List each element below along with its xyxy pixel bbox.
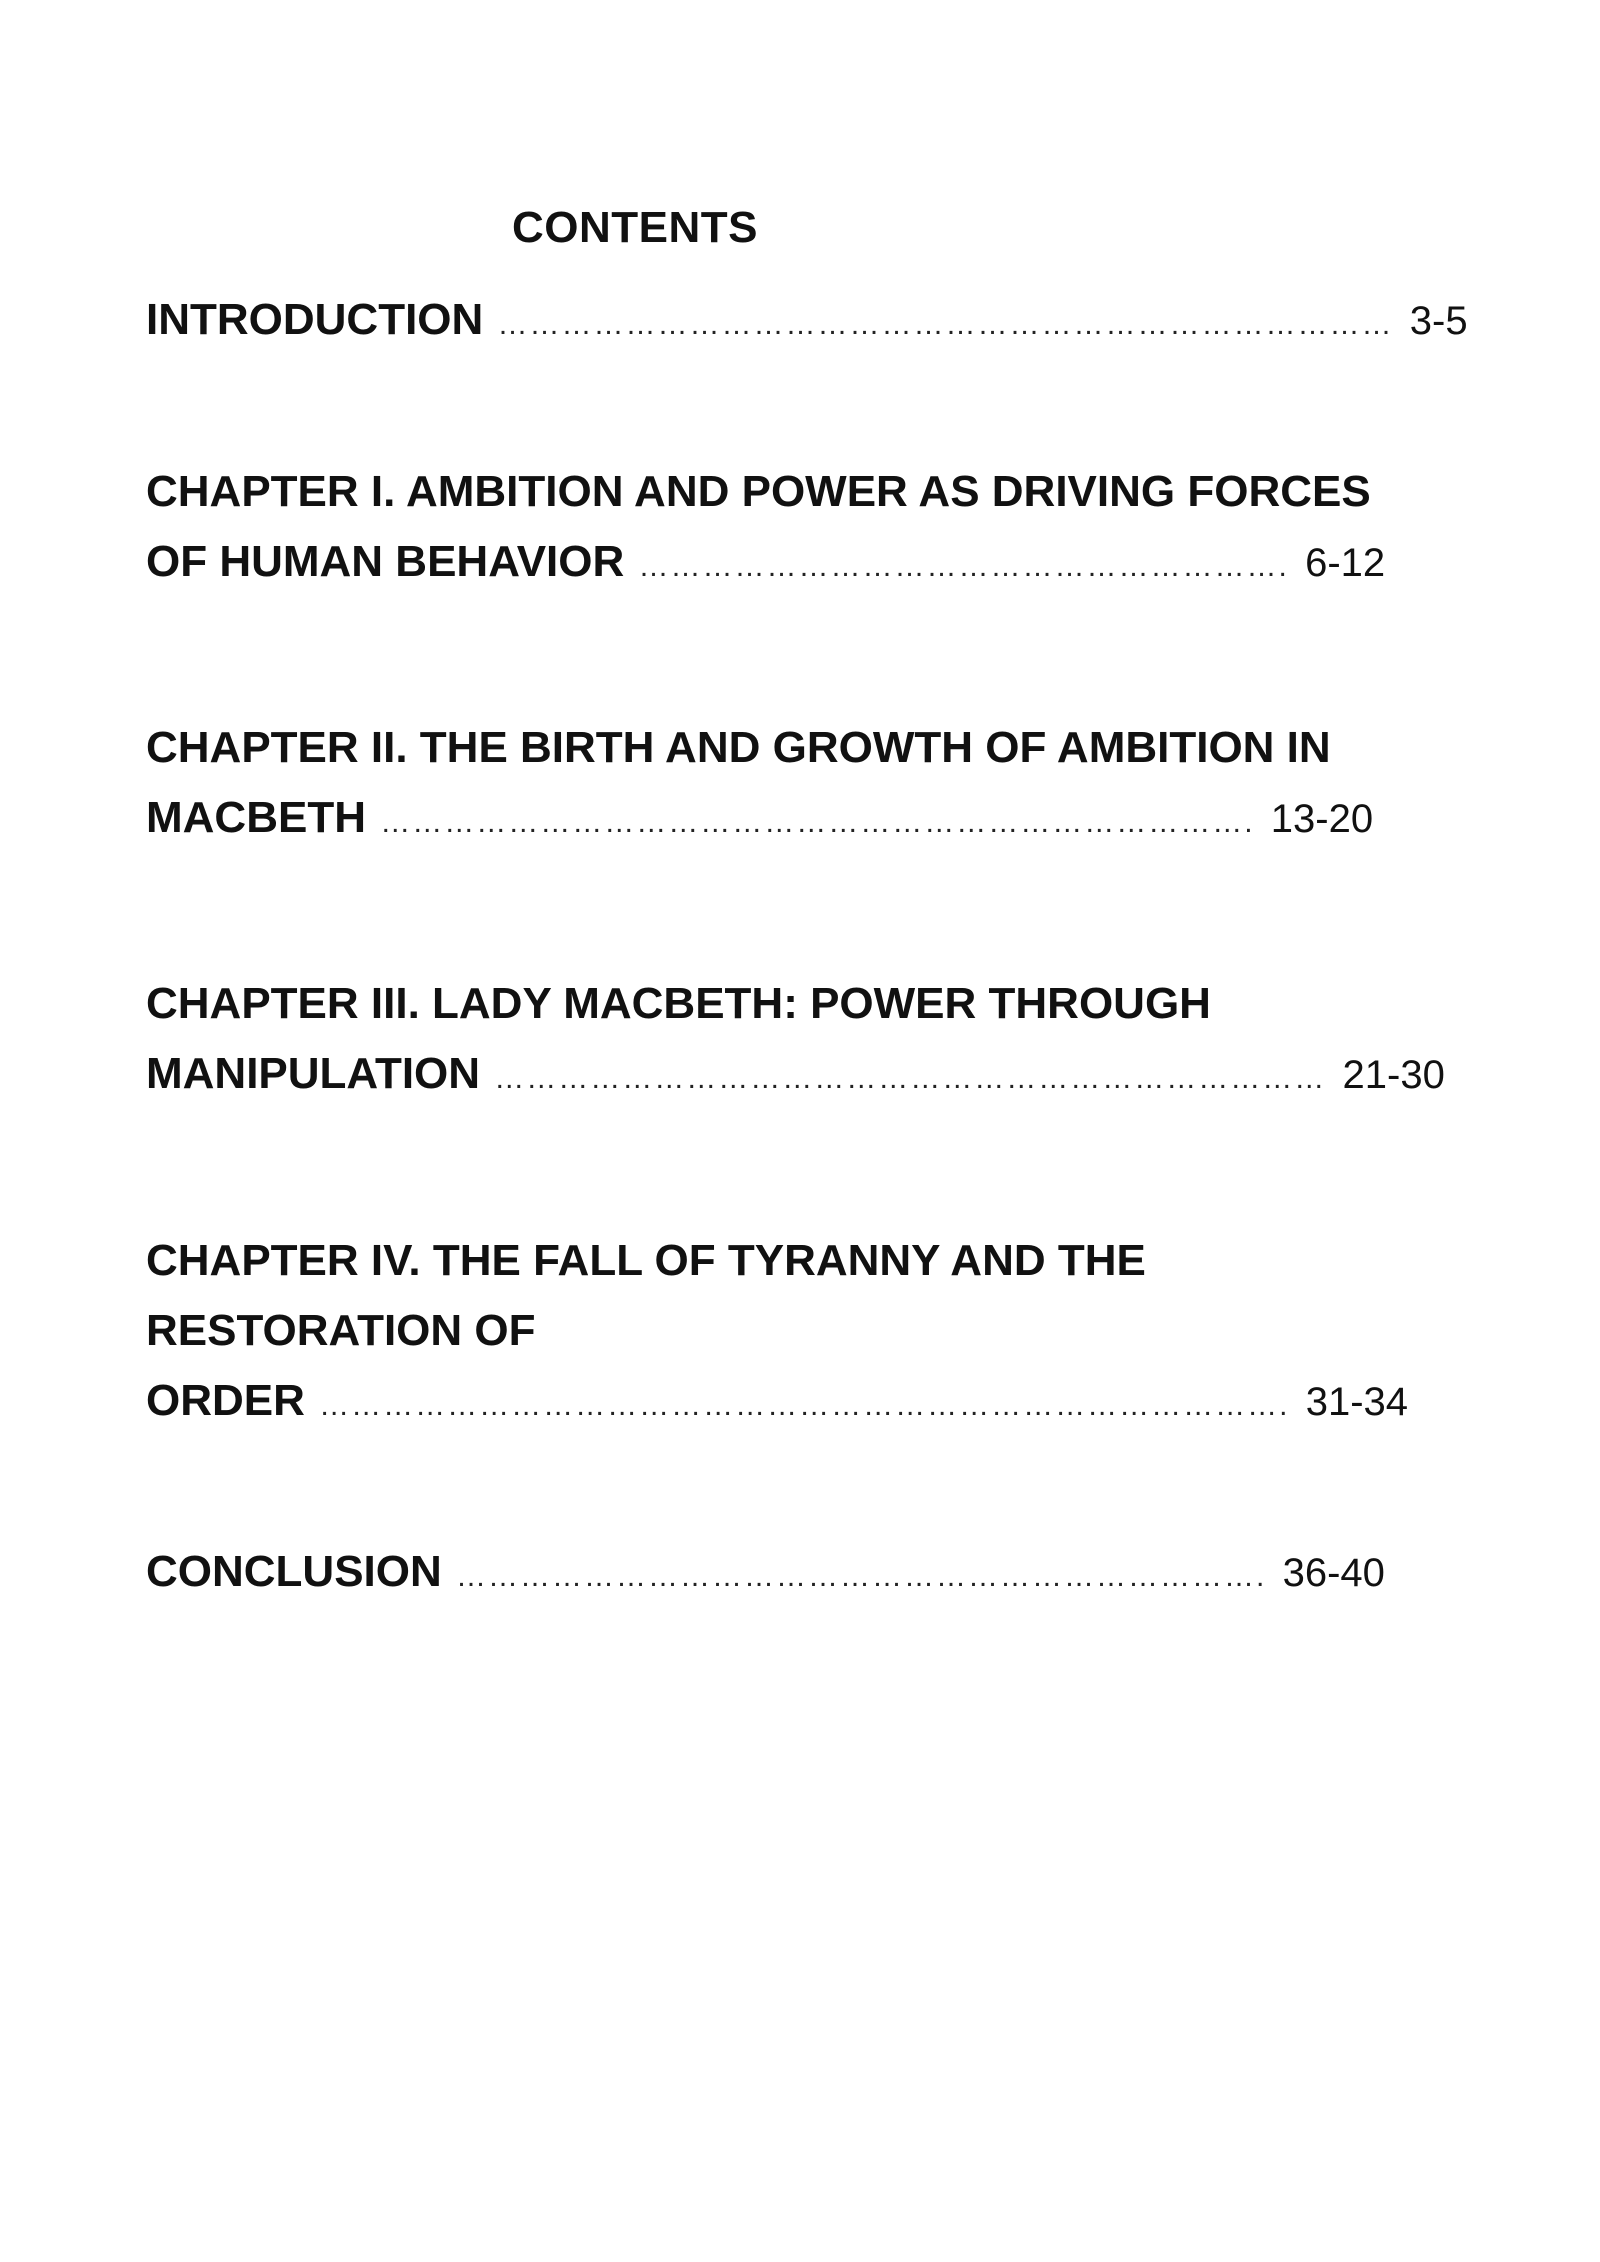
toc-entry-title-line: CHAPTER I. AMBITION AND POWER AS DRIVING FORCES [146, 467, 1371, 516]
toc-entry-title-line: CHAPTER III. LADY MACBETH: POWER THROUGH [146, 979, 1211, 1028]
toc-entry-introduction [146, 285, 1468, 360]
toc-entry-title: ORDER [146, 1376, 305, 1425]
toc-entry-chapter-3 [146, 969, 1462, 1114]
toc-entry-line [146, 1537, 1432, 1612]
toc-entry-title: INTRODUCTION [146, 295, 484, 344]
page-range: 31-34 [1305, 1380, 1409, 1424]
dot-leader: ………………………………………………………………………… [497, 308, 1394, 341]
toc-entry-title-line: RESTORATION OF [146, 1306, 536, 1355]
toc-entry-line [146, 285, 1468, 360]
dot-leader: ………………………………………………………………………………. [319, 1389, 1290, 1422]
toc-entry-line [146, 783, 1452, 858]
toc-entry-title-line: CHAPTER II. THE BIRTH AND GROWTH OF AMBITION IN [146, 723, 1331, 772]
toc-entry-line [146, 1039, 1462, 1114]
toc-entry-chapter-2 [146, 713, 1452, 858]
dot-leader: …………………………………………………………………… [494, 1062, 1327, 1095]
toc-entry-title: MANIPULATION [146, 1049, 481, 1098]
toc-entry-conclusion [146, 1537, 1432, 1612]
dot-leader: ………………………………………………………………………. [380, 806, 1255, 839]
page-range: 6-12 [1305, 541, 1386, 585]
page-range: 13-20 [1270, 797, 1374, 841]
dot-leader: …………………………………………………………………. [456, 1560, 1267, 1593]
toc-entry-line [146, 527, 1416, 602]
page-range: 3-5 [1409, 299, 1468, 343]
toc-entry-title: OF HUMAN BEHAVIOR [146, 537, 625, 586]
toc-entry-chapter-4 [146, 1226, 1462, 1441]
page-range: 36-40 [1282, 1551, 1385, 1595]
toc-entry-title: MACBETH [146, 793, 366, 842]
page-range: 21-30 [1342, 1053, 1445, 1097]
dot-leader: ……………………………………………………. [638, 550, 1289, 583]
toc-entry-line [146, 1366, 1462, 1441]
toc-entry-title-line: CHAPTER IV. THE FALL OF TYRANNY AND THE [146, 1236, 1146, 1285]
contents-heading: CONTENTS [512, 203, 758, 252]
toc-entry-chapter-1 [146, 457, 1416, 602]
toc-entry-title: CONCLUSION [146, 1547, 442, 1596]
